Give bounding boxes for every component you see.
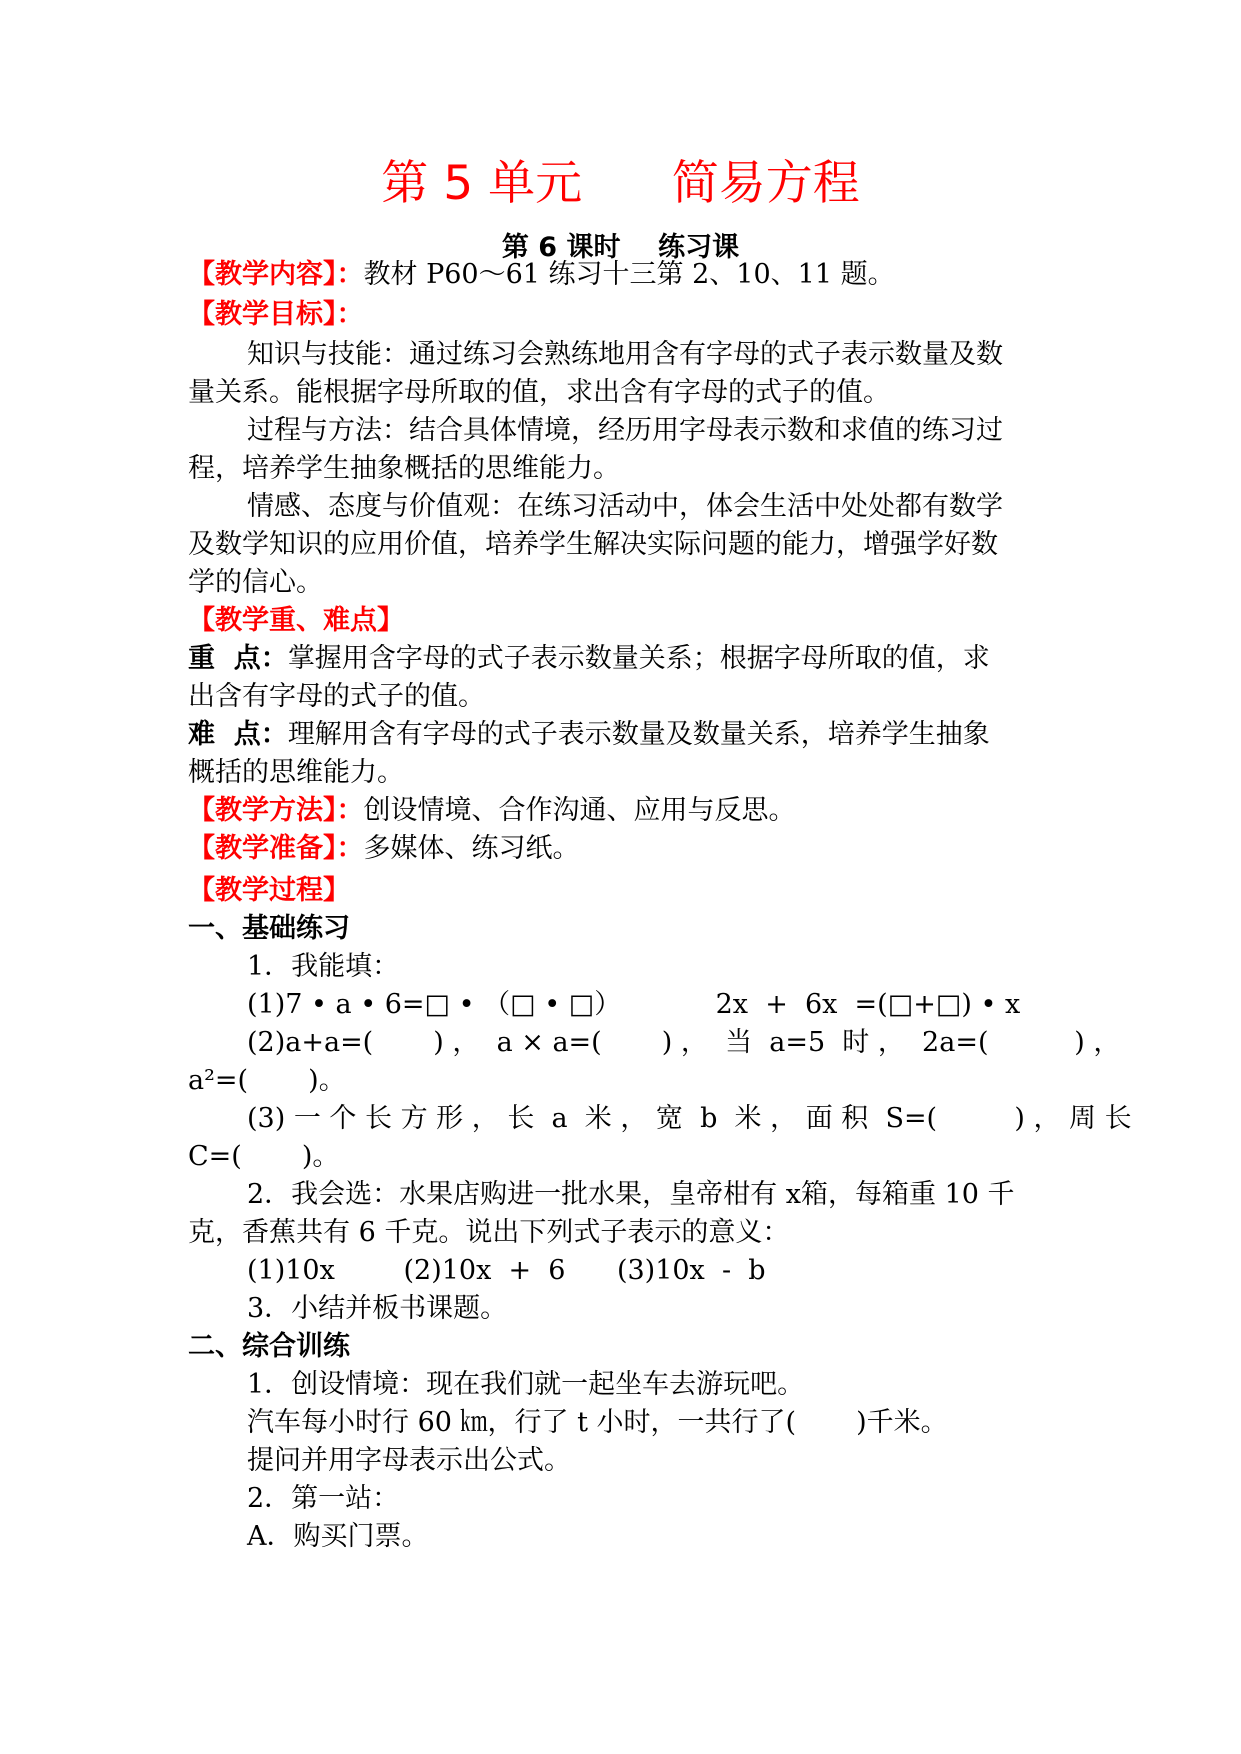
key-points-label: 【教学重、难点】 bbox=[188, 605, 404, 636]
exercise-line: 2．第一站： bbox=[247, 1483, 400, 1514]
teaching-prep-label: 【教学准备】： bbox=[188, 833, 364, 864]
lesson-subtitle: 第 6 课时 练习课 bbox=[501, 232, 740, 263]
exercise-line: 提问并用字母表示出公式。 bbox=[247, 1445, 571, 1476]
teaching-prep bbox=[188, 830, 1241, 868]
exercise-line: 汽车每小时行 60 ㎞，行了 t 小时，一共行了( )千米。 bbox=[247, 1407, 948, 1438]
exercise-line: (3) 一 个 长 方 形 ， 长 a 米 ， 宽 b 米 ， 面 积 S=( ) ， 周 长 bbox=[247, 1103, 1132, 1134]
teaching-content bbox=[188, 256, 1241, 294]
exercise-line: 克，香蕉共有 6 千克。说出下列式子表示的意义： bbox=[188, 1217, 790, 1248]
goal-line: 知识与技能：通过练习会熟练地用含有字母的式子表示数量及数 bbox=[247, 339, 1003, 370]
key-point-line bbox=[188, 640, 1241, 678]
goal-line: 及数学知识的应用价值，培养学生解决实际问题的能力，增强学好数 bbox=[188, 529, 998, 560]
difficult-point-line: 概括的思维能力。 bbox=[188, 757, 404, 788]
goal-line: 过程与方法：结合具体情境，经历用字母表示数和求值的练习过 bbox=[247, 415, 1003, 446]
goal-line: 情感、态度与价值观：在练习活动中，体会生活中处处都有数学 bbox=[247, 491, 1003, 522]
key-point-label: 重 点： bbox=[188, 643, 288, 674]
exercise-line: C=( )。 bbox=[188, 1141, 340, 1172]
teaching-content-label: 【教学内容】： bbox=[188, 259, 364, 290]
key-point-text: 掌握用含字母的式子表示数量关系；根据字母所取的值，求 bbox=[287, 643, 990, 674]
exercise-line: (2)a+a=( ) ， a × a=( ) ， 当 a=5 时 ， 2a=( ) ， bbox=[247, 1027, 1121, 1058]
exercise-line: 1．创设情境：现在我们就一起坐车去游玩吧。 bbox=[247, 1369, 805, 1400]
section-heading: 二、综合训练 bbox=[188, 1331, 350, 1362]
exercise-line: (1)7 • a • 6=□ • （□ • □） 2x + 6x =(□+□) • x bbox=[247, 989, 1021, 1020]
teaching-method bbox=[188, 792, 1241, 830]
exercise-line: 2．我会选：水果店购进一批水果，皇帝柑有 x箱，每箱重 10 千 bbox=[247, 1179, 1015, 1210]
teaching-method-text: 创设情境、合作沟通、应用与反思。 bbox=[363, 795, 796, 826]
teaching-content-text: 教材 P60～61 练习十三第 2、10、11 题。 bbox=[363, 259, 895, 290]
exercise-line: 1．我能填： bbox=[247, 951, 400, 982]
section-heading: 一、基础练习 bbox=[188, 913, 350, 944]
teaching-process-label: 【教学过程】 bbox=[188, 875, 350, 906]
teaching-method-label: 【教学方法】： bbox=[188, 795, 364, 826]
exercise-line: a²=( )。 bbox=[188, 1065, 346, 1096]
difficult-point-label: 难 点： bbox=[188, 719, 288, 750]
goal-line: 量关系。能根据字母所取的值，求出含有字母的式子的值。 bbox=[188, 377, 890, 408]
teaching-prep-text: 多媒体、练习纸。 bbox=[363, 833, 580, 864]
difficult-point-line bbox=[188, 716, 1241, 754]
unit-title: 第 5 单元 简易方程 bbox=[381, 156, 860, 211]
exercise-line: A．购买门票。 bbox=[247, 1521, 429, 1552]
exercise-line: (1)10x (2)10x + 6 (3)10x - b bbox=[247, 1255, 766, 1286]
difficult-point-text: 理解用含有字母的式子表示数量及数量关系，培养学生抽象 bbox=[287, 719, 990, 750]
goal-line: 程，培养学生抽象概括的思维能力。 bbox=[188, 453, 620, 484]
exercise-line: 3．小结并板书课题。 bbox=[247, 1293, 508, 1324]
goal-line: 学的信心。 bbox=[188, 567, 323, 598]
key-point-line: 出含有字母的式子的值。 bbox=[188, 681, 485, 712]
teaching-goals-label: 【教学目标】： bbox=[188, 299, 364, 330]
